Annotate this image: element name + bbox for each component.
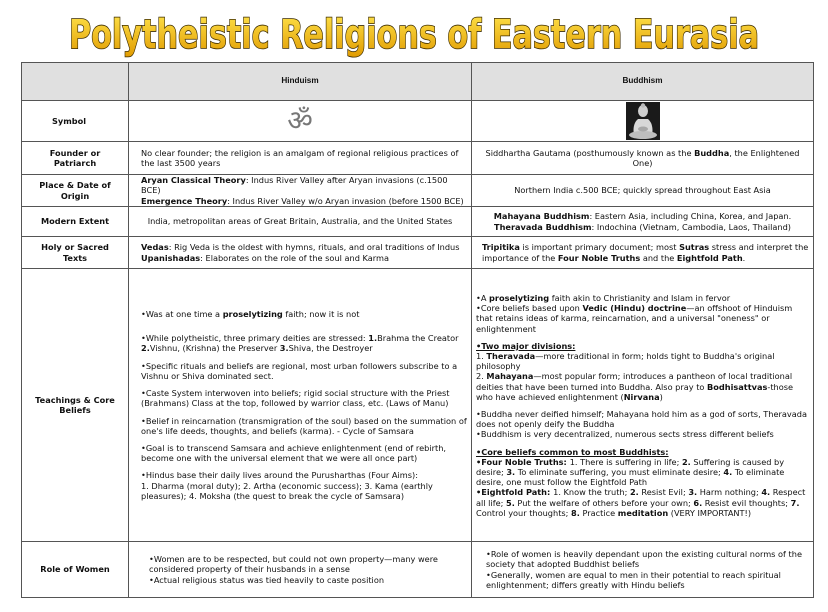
list-item: •Eightfold Path: 1. Know the truth; 2. Resist Evil; 3. Harm nothing; 4. Respect all life; 5. Put the welfare of others before your own; 6. Resist evil thoughts; 7. Control your thoughts; 8. Practice meditation (VERY IMPORTANT!) [476,487,806,518]
list-item: •Specific rituals and beliefs are regional, most urban followers subscribe to a Vishnu or Shiva dominated sect. [141,360,458,381]
list-item: 2. Mahayana—most popular form; introduces a pantheon of local traditional deities that have been turned into Buddha. Also pray to Bodhisattvas-those who have achieved enlightenment (Nirvana) [476,371,794,402]
hindu-founder: No clear founder; the religion is an amalgam of regional religious practices of the last 3500 years [129,142,472,175]
teachings-label-line2: Beliefs [59,405,91,415]
buddhism-header: Buddhism [472,63,814,101]
list-item: •Two major divisions: [476,340,576,351]
founder-label-line1: Founder or [49,147,101,158]
buddhist-founder [472,142,814,175]
hindu-texts [129,237,472,269]
list-item: •Was at one time a proselytizing faith; now it is not [141,309,360,320]
texts-label [22,237,129,269]
list-item: •Buddha never deified himself; Mahayana hold him as a god of sorts, Theravada does not openly deify the Buddha [476,409,807,430]
women-label: Role of Women [22,542,129,598]
buddha-statue-icon [626,102,660,140]
upanishadas-entry: Upanishadas: Elaborates on the role of the soul and Karma [141,252,389,263]
page-title-graphic [0,4,828,58]
list-item: •Buddhism is very decentralized, numerous sects stress different beliefs [476,429,774,440]
extent-row [22,207,814,237]
list-item: 1. Theravada—more traditional in form; holds tight to Buddha's original philosophy [476,350,775,372]
om-icon: ॐ [287,104,313,137]
origin-label-line2: Origin [60,190,90,201]
teachings-row [22,269,814,542]
vedas-entry: Vedas: Rig Veda is the oldest with hymns, rituals, and oral traditions of Indus [141,242,460,253]
symbol-label: Symbol [22,101,129,142]
list-item: •Hindus base their daily lives around the Purusharthas (Four Aims): [141,470,418,481]
hindu-women [129,542,472,598]
hindu-extent: India, metropolitan areas of Great Britain, Australia, and the United States [129,207,472,237]
buddhist-texts: Tripitika is important primary document; most Sutras stress and interpret the importance of the Four Noble Truths and the Eightfold Path. [472,237,814,269]
buddhist-origin: Northern India c.500 BCE; quickly spread throughout East Asia [472,175,814,207]
list-item: •Core beliefs common to most Buddhists: [476,446,669,457]
comparison-table [21,62,814,598]
buddhist-women [472,542,814,598]
hinduism-header: Hinduism [129,63,472,101]
aryan-theory: Aryan Classical Theory: Indus River Valley after Aryan invasions (c.1500 BCE) [141,175,448,196]
buddhist-symbol-cell [472,101,814,142]
list-item: •Four Noble Truths: 1. There is suffering in life; 2. Suffering is caused by desire; 3. To eliminate suffering, you must eliminate desire; 4. To eliminate desire, one must follow the Eightfold Path [476,456,785,488]
header-empty-cell [22,63,129,101]
page-title: Polytheistic Religions of Eastern Eurasia [69,12,759,58]
list-item: 1. Dharma (moral duty); 2. Artha (economic success); 3. Kama (earthly pleasures); 4. Moksha (the quest to break the cycle of Samsara) [141,480,433,501]
mahayana-extent: Mahayana Buddhism: Eastern Asia, including China, Korea, and Japan. [493,211,792,222]
founder-row [22,142,814,175]
origin-label [22,175,129,207]
buddhist-founder-text: Siddhartha Gautama (posthumously known as the [485,147,695,158]
hindu-origin [129,175,472,207]
buddha-name: Buddha [694,147,730,158]
texts-label-line2: Texts [62,252,88,263]
texts-row [22,237,814,269]
list-item: •Role of women is heavily dependant upon the existing cultural norms of the society that adopted Buddhist beliefs [486,549,802,570]
list-item: •Belief in reincarnation (transmigration of the soul) based on the summation of one's life deeds, thoughts, and beliefs (karma). - Cycle of Samsara [141,415,467,436]
list-item: •While polytheistic, three primary deities are stressed: 1.Brahma the Creator 2.Vishnu, (Krishna) the Preserver 3.Shiva, the Destroyer [141,333,459,354]
list-item: •Goal is to transcend Samsara and achieve enlightenment (end of rebirth, become one with the universal element that we were all once part) [141,442,446,464]
buddhist-extent [472,207,814,237]
teachings-label [22,269,129,542]
buddhist-teachings [472,269,814,542]
hindu-teachings [129,269,472,542]
table-header-row [22,63,814,101]
founder-label-line2: Patriarch [53,158,97,168]
list-item: •Women are to be respected, but could not own property—many were considered property of their husbands in a sense [149,554,438,575]
list-item: •Actual religious status was tied heavily to caste position [149,574,385,585]
list-item: •Core beliefs based upon Vedic (Hindu) doctrine—an offshoot of Hinduism that retains ideas of karma, reincarnation, and a universal "oneness" or enlightenment [476,303,793,334]
origin-row [22,175,814,207]
list-item: •Generally, women are equal to men in their potential to reach spiritual enlightenment; differs greatly with Hindu beliefs [486,569,781,590]
hindu-symbol-cell [129,101,472,142]
buddhist-founder-text-end: , the Enlightened One) [632,147,800,168]
women-row [22,542,814,598]
founder-label [22,142,129,175]
theravada-extent: Theravada Buddhism: Indochina (Vietnam, Cambodia, Laos, Thailand) [494,221,791,232]
extent-label: Modern Extent [22,207,129,237]
teachings-label-line1: Teachings & Core [35,394,115,405]
emergence-theory: Emergence Theory: Indus River Valley w/o Aryan invasion (before 1500 BCE) [141,195,464,206]
list-item: •Caste System interwoven into beliefs; rigid social structure with the Priest (Brahmans) Class at the top, followed by warrior class, etc. (Laws of Manu) [141,388,450,409]
list-item: •A proselytizing faith akin to Christianity and Islam in fervor [476,292,731,303]
symbol-row [22,101,814,142]
texts-label-line1: Holy or Sacred [41,242,109,253]
origin-label-line1: Place & Date of [39,180,111,191]
page-title-banner [0,4,828,58]
